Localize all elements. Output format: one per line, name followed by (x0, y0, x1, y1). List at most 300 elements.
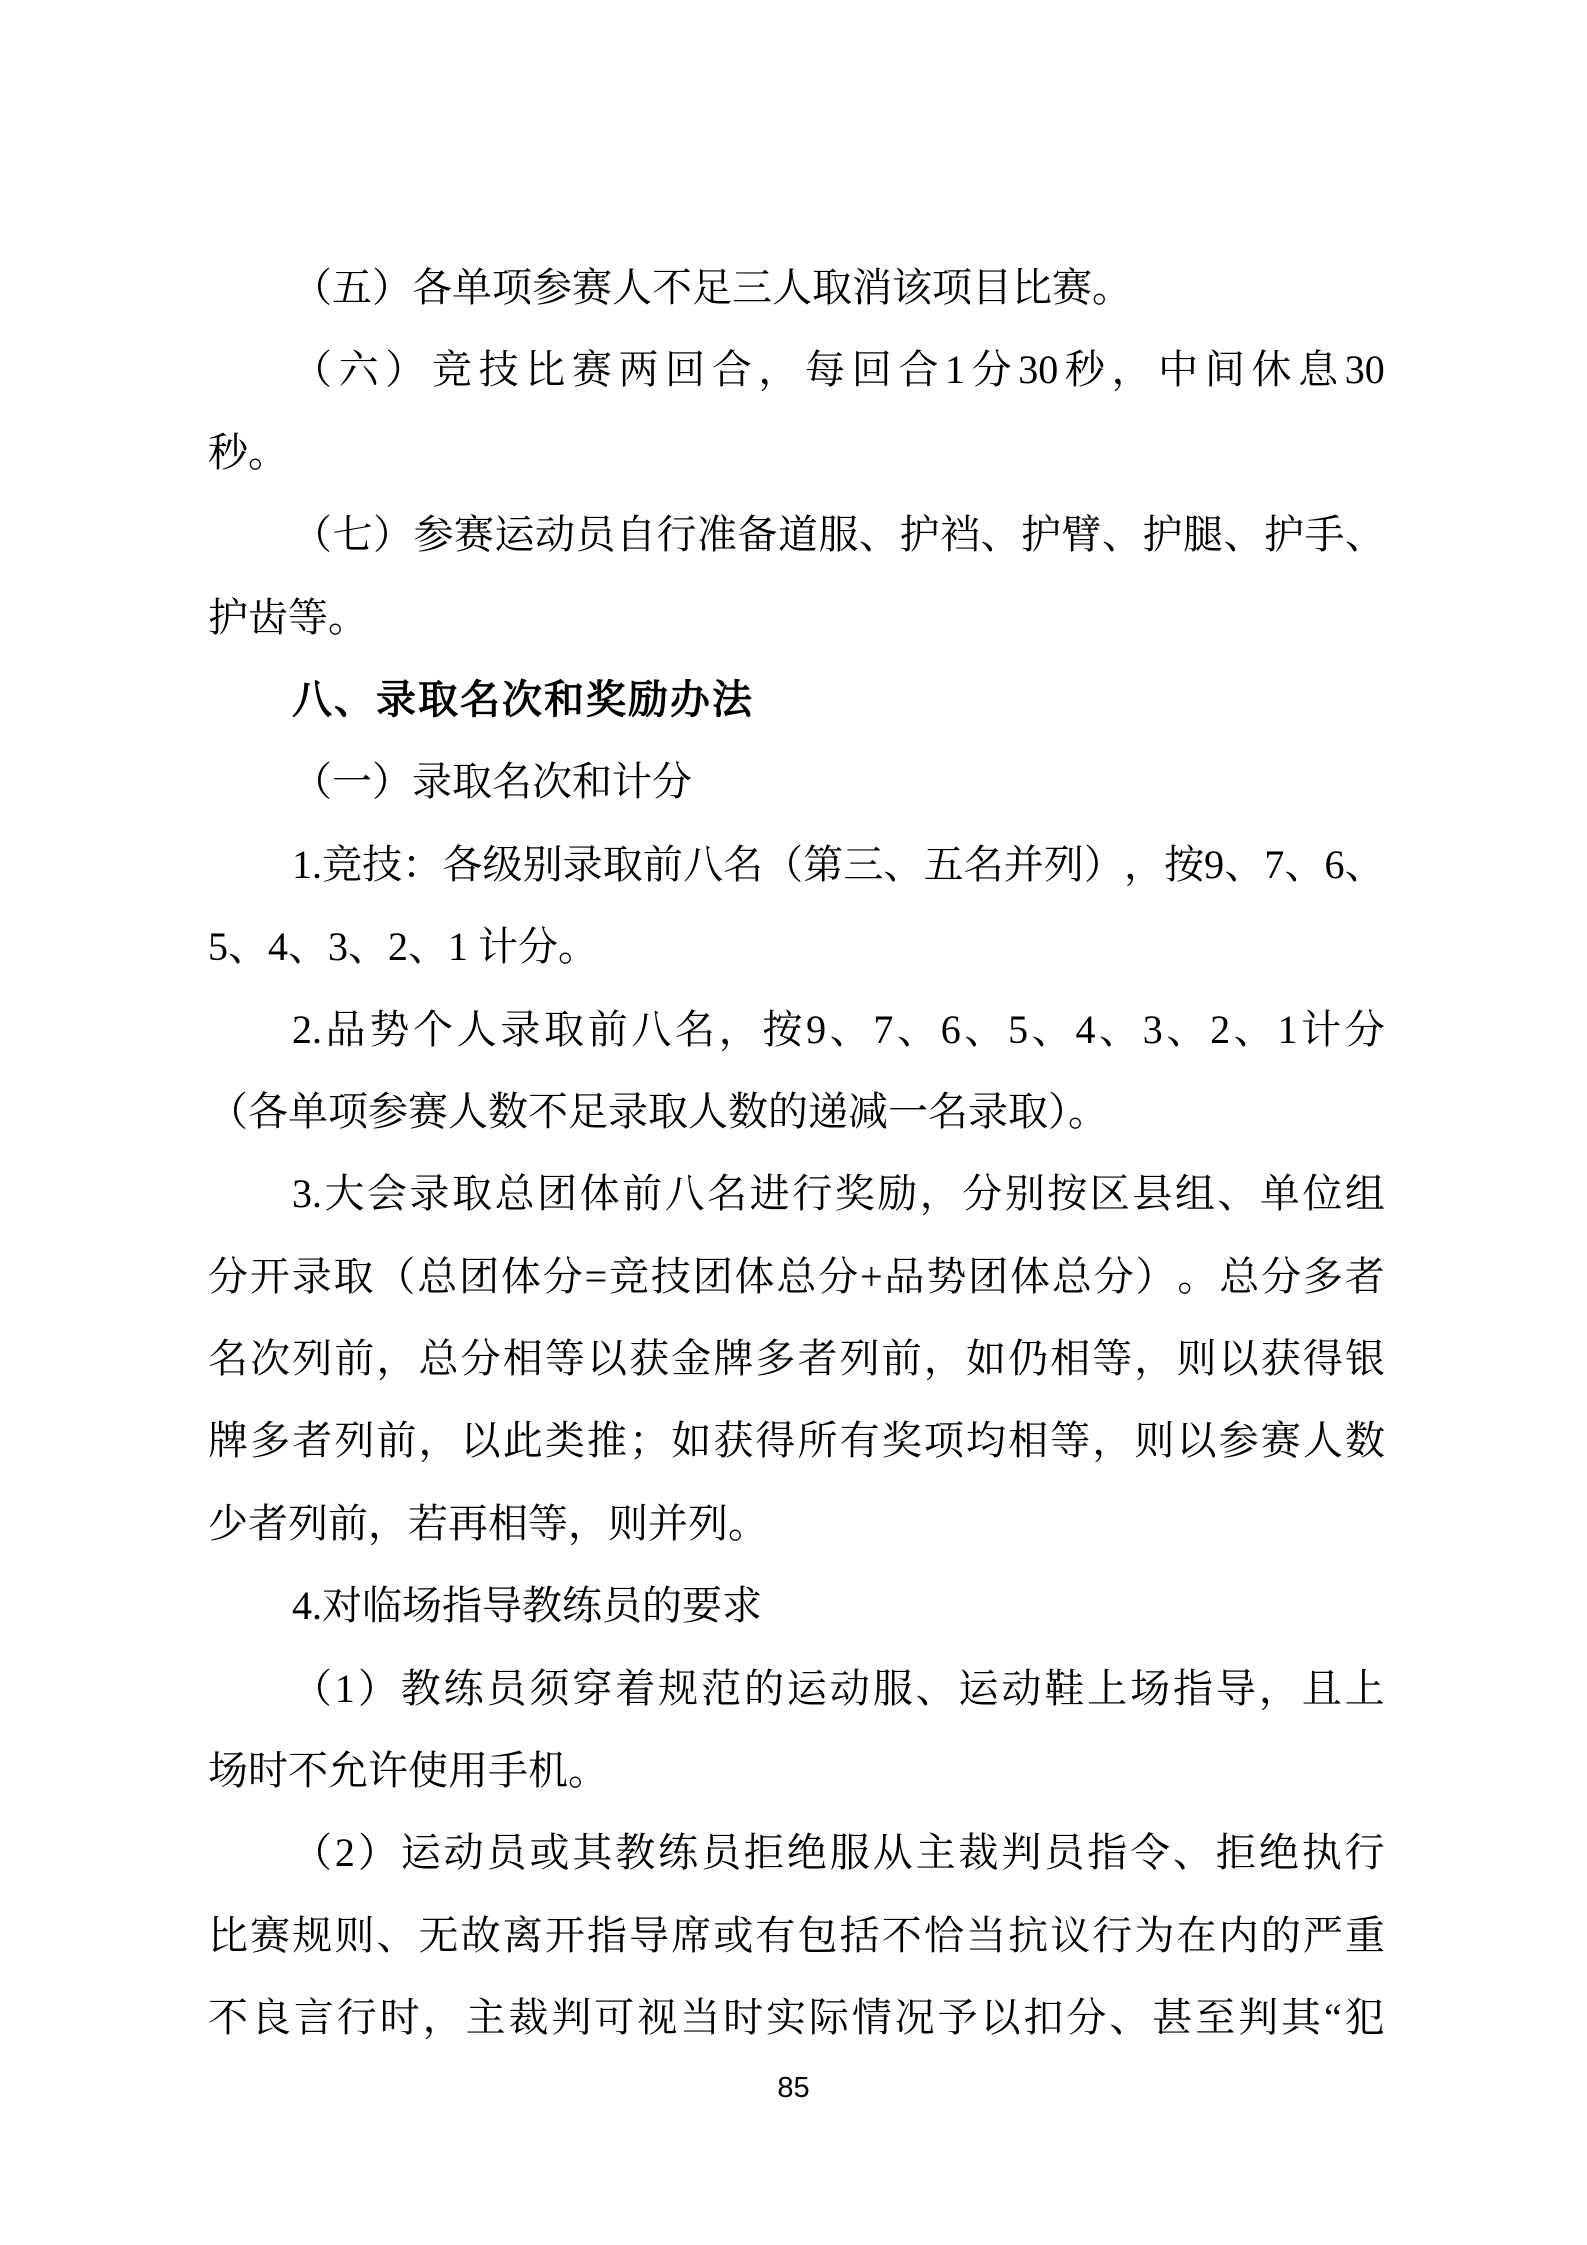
text-token: 牌 (713, 1336, 754, 1382)
text-token: 当 (680, 1995, 721, 2041)
text-token: 人 (456, 1006, 497, 1052)
text-token: 比 (525, 347, 566, 393)
text-token: 总 (417, 1253, 458, 1299)
text-token: ， (1123, 841, 1164, 887)
text-line (208, 1400, 1385, 1482)
text-token: 单 (1259, 1171, 1300, 1217)
text-token: 大 (324, 1171, 365, 1217)
text-token: 教 (615, 1830, 656, 1876)
text-token: + (860, 1253, 883, 1299)
text-token: 县 (1132, 1171, 1173, 1217)
text-line (208, 1648, 1385, 1730)
text-token: 人 (1302, 1418, 1343, 1464)
text-token: 计 (1301, 1006, 1342, 1052)
text-token: ， (718, 1006, 759, 1052)
text-token: 赛 (250, 1912, 291, 1958)
text-token: 主 (915, 1830, 956, 1876)
text-token: 赛 (1260, 1418, 1301, 1464)
text-token: 1. (292, 841, 322, 887)
text-token: 、 (1344, 841, 1385, 887)
text-token: 推 (586, 1418, 627, 1464)
text-token: 赛 (571, 347, 612, 393)
text-line: （各单项参赛人数不足录取人数的递减一名录取）。 (208, 1088, 1108, 1134)
text-token: 或 (713, 1912, 754, 1958)
text-token: 分 (1093, 1253, 1134, 1299)
text-token: 服 (872, 1665, 913, 1711)
text-token: 取 (544, 1006, 585, 1052)
text-token: 扣 (1023, 1995, 1064, 2041)
text-token: 动 (829, 1665, 870, 1711)
text-token: 绝 (1258, 1830, 1299, 1876)
text-token: 服 (818, 512, 859, 558)
text-token: 、 (883, 841, 924, 887)
text-token: 范 (701, 1665, 742, 1711)
text-token: 2 (334, 1830, 355, 1876)
text-token: 竞 (322, 841, 363, 887)
text-token: 开 (249, 1253, 290, 1299)
text-token: 得 (755, 1418, 796, 1464)
text-token: 此 (502, 1418, 543, 1464)
text-token: 行 (1344, 1830, 1385, 1876)
text-token: 总 (494, 1171, 535, 1217)
text-token: 员 (701, 1830, 742, 1876)
text-token: 以 (586, 1336, 627, 1382)
text-token: 1 (944, 347, 965, 393)
text-token: （ (375, 1253, 416, 1299)
text-token: ， (758, 347, 799, 393)
text-token: 相 (502, 1336, 543, 1382)
text-token: 运 (400, 1830, 441, 1876)
text-token: 甚 (1152, 1995, 1193, 2041)
text-token: 括 (839, 1912, 880, 1958)
text-token: 参 (413, 512, 454, 558)
text-token: ， (422, 1995, 463, 2041)
text-token: 个 (413, 1006, 454, 1052)
text-token: 团 (459, 1253, 500, 1299)
text-token: 指 (1087, 1830, 1128, 1876)
text-token: 位 (1302, 1171, 1343, 1217)
text-token: 按 (1047, 1171, 1088, 1217)
text-line (208, 1153, 1385, 1235)
text-line: 秒。 (208, 429, 288, 475)
text-token: 列 (334, 1418, 375, 1464)
text-token: 分 (208, 1253, 248, 1299)
text-token: 规 (292, 1912, 333, 1958)
text-token: 并 (1003, 841, 1044, 887)
text-token: 回 (665, 347, 706, 393)
text-token: 以 (460, 1418, 501, 1464)
text-token: 分 (818, 1253, 859, 1299)
text-token: 体 (734, 1253, 775, 1299)
text-token: ， (1258, 1665, 1299, 1711)
text-line (208, 1812, 1385, 1894)
text-token: 判 (1001, 1830, 1042, 1876)
text-token: ： (402, 841, 443, 887)
text-token: 金 (671, 1336, 712, 1382)
text-token: 场 (1130, 1665, 1171, 1711)
text-token: 且 (1301, 1665, 1342, 1711)
text-token: 无 (418, 1912, 459, 1958)
text-token: 八 (631, 1006, 672, 1052)
text-token: ， (919, 1171, 960, 1217)
text-token: 、 (859, 512, 899, 558)
text-token: 行 (792, 1171, 833, 1217)
text-token: 服 (829, 1830, 870, 1876)
text-token: 员 (1044, 1830, 1085, 1876)
text-token: 、 (1223, 512, 1264, 558)
text-token: 6 (1324, 841, 1345, 887)
text-token: 前 (881, 1336, 922, 1382)
text-token: ， (923, 1336, 964, 1382)
text-token: 相 (1050, 1336, 1091, 1382)
text-token: 当 (965, 1912, 1006, 1958)
text-token: 重 (1344, 1912, 1385, 1958)
text-token: 相 (1008, 1418, 1049, 1464)
text-token: 休 (1251, 347, 1292, 393)
text-token: 息 (1298, 347, 1339, 393)
text-token: 体 (1010, 1253, 1050, 1299)
text-token: ） (385, 347, 426, 393)
text-token: 护 (1264, 512, 1304, 558)
text-token: 分 (962, 1171, 1003, 1217)
text-token: 分 (1344, 1006, 1385, 1052)
text-token: 次 (250, 1336, 291, 1382)
text-token: 5 (1008, 1006, 1029, 1052)
text-token: = (584, 1253, 608, 1299)
text-token: 团 (968, 1253, 1009, 1299)
text-token: 、 (897, 1006, 938, 1052)
text-token: 至 (1195, 1995, 1236, 2041)
text-token: 分 (1066, 1995, 1107, 2041)
text-token: 运 (786, 1665, 827, 1711)
text-token: 3. (292, 1171, 322, 1217)
text-token: 手 (1304, 512, 1345, 558)
text-token: 取 (602, 841, 643, 887)
text-token: 录 (500, 1006, 541, 1052)
text-token: 绝 (786, 1830, 827, 1876)
text-token: 护 (1021, 512, 1061, 558)
text-token: 、 (1345, 512, 1385, 558)
text-token: 9 (1204, 841, 1225, 887)
text-token: 犯 (1344, 1995, 1385, 2041)
text-token: 6 (940, 1006, 961, 1052)
text-token: 导 (629, 1912, 670, 1958)
text-token: 视 (637, 1995, 678, 2041)
text-token: 团 (692, 1253, 733, 1299)
text-line: 4.对临场指导教练员的要求 (292, 1583, 762, 1629)
document-body (208, 247, 1385, 2060)
text-token: ） (373, 512, 413, 558)
text-token: 的 (743, 1665, 784, 1711)
text-token: 自 (616, 512, 656, 558)
text-token: 所 (797, 1418, 838, 1464)
text-token: 名 (963, 841, 1004, 887)
text-token: 情 (851, 1995, 892, 2041)
text-token: 录 (409, 1171, 450, 1217)
text-token: 有 (755, 1912, 796, 1958)
text-token: ） (357, 1665, 398, 1711)
text-token: 腿 (1183, 512, 1223, 558)
text-token: 动 (443, 1830, 484, 1876)
text-token: 团 (537, 1171, 578, 1217)
text-token: 须 (529, 1665, 570, 1711)
text-token: 可 (594, 1995, 635, 2041)
text-line: 5、4、3、2、1 计分。 (208, 924, 598, 970)
text-token: 、 (1102, 512, 1142, 558)
text-token: 数 (1344, 1418, 1385, 1464)
text-token: 多 (755, 1336, 796, 1382)
text-token: 比 (208, 1912, 248, 1958)
text-token: 势 (369, 1006, 410, 1052)
text-token: 时 (723, 1995, 764, 2041)
text-line: 场时不允许使用手机。 (208, 1748, 608, 1794)
text-token: 会 (367, 1171, 408, 1217)
text-token: 、 (915, 1665, 956, 1711)
text-token: ， (1134, 1336, 1175, 1382)
text-token: 以 (980, 1995, 1021, 2041)
text-token: 秒 (1064, 347, 1105, 393)
text-token: 运 (958, 1665, 999, 1711)
text-token: 回 (851, 347, 892, 393)
text-token: 每 (805, 347, 846, 393)
text-token: 指 (1173, 1665, 1214, 1711)
text-token: 分 (971, 347, 1012, 393)
text-token: 判 (551, 1995, 592, 2041)
text-token: ， (1111, 347, 1152, 393)
text-token: 分 (1261, 1253, 1302, 1299)
text-token: 者 (797, 1336, 838, 1382)
text-line: （五）各单项参赛人不足三人取消该项目比赛。 (292, 265, 1132, 310)
text-line: （一）录取名次和计分 (292, 759, 692, 805)
text-token: 按 (762, 1006, 803, 1052)
text-token: 令 (1130, 1830, 1171, 1876)
text-token: 裆 (940, 512, 980, 558)
text-token: 2. (292, 1006, 322, 1052)
text-token: 品 (325, 1006, 366, 1052)
text-token: 为 (1134, 1912, 1175, 1958)
text-token: 类 (544, 1418, 585, 1464)
text-token: 良 (250, 1995, 291, 2041)
text-token: 着 (615, 1665, 656, 1711)
text-token: 奖 (881, 1418, 922, 1464)
text-token: 际 (808, 1995, 849, 2041)
text-line (208, 824, 1385, 906)
text-token: 技 (478, 347, 519, 393)
text-token: 八 (664, 1171, 705, 1217)
text-token: 拒 (1215, 1830, 1256, 1876)
text-token: 取 (452, 1171, 493, 1217)
text-token: 在 (1176, 1912, 1217, 1958)
text-token: 前 (376, 1418, 417, 1464)
text-token: 教 (400, 1665, 441, 1711)
text-token: 动 (535, 512, 575, 558)
text-token: 7 (1264, 841, 1285, 887)
text-token: 区 (1089, 1171, 1130, 1217)
text-token: 以 (1176, 1418, 1217, 1464)
text-token: 、 (1233, 1006, 1274, 1052)
text-token: （ (292, 512, 332, 558)
text-token: 抗 (1008, 1912, 1049, 1958)
text-token: 或 (529, 1830, 570, 1876)
text-token: 行 (656, 512, 697, 558)
text-token: 内 (1218, 1912, 1259, 1958)
text-token: 励 (877, 1171, 918, 1217)
text-token: 席 (671, 1912, 712, 1958)
text-token: 取 (333, 1253, 374, 1299)
text-token: 名 (675, 1006, 716, 1052)
text-token: 多 (1302, 1253, 1343, 1299)
text-token: 判 (1238, 1995, 1279, 2041)
text-token: 分 (542, 1253, 583, 1299)
text-token: 其 (1281, 1995, 1322, 2041)
text-line: 少者列前，若再相等，则并列。 (208, 1500, 768, 1546)
text-token: 别 (1004, 1171, 1045, 1217)
text-token: 30 (1344, 347, 1385, 393)
text-token: 组 (1344, 1171, 1385, 1217)
text-token: 技 (650, 1253, 691, 1299)
text-token: 离 (502, 1912, 543, 1958)
text-token: 列 (839, 1336, 880, 1382)
text-token: 总 (1051, 1253, 1092, 1299)
text-token: 技 (362, 841, 403, 887)
text-token: 各 (442, 841, 483, 887)
text-token: 合 (711, 347, 752, 393)
text-token: 规 (658, 1665, 699, 1711)
text-token: 4 (1075, 1006, 1096, 1052)
text-token: 员 (486, 1830, 527, 1876)
text-token: 录 (291, 1253, 332, 1299)
text-token: 执 (1301, 1830, 1342, 1876)
text-token: 前 (622, 1171, 663, 1217)
text-token: 竞 (431, 347, 472, 393)
page-number: 85 (777, 2072, 810, 2104)
text-token: 势 (926, 1253, 967, 1299)
text-token: 则 (334, 1912, 375, 1958)
text-token: （ (292, 1665, 332, 1711)
text-token: 3 (1142, 1006, 1163, 1052)
text-token: 列 (292, 1336, 333, 1382)
text-token: 均 (965, 1418, 1006, 1464)
text-token: 名 (208, 1336, 248, 1382)
text-token: 总 (776, 1253, 817, 1299)
text-token: 、 (1099, 1006, 1140, 1052)
text-token: 言 (293, 1995, 334, 2041)
text-token: 者 (1344, 1253, 1385, 1299)
text-token: 名 (707, 1171, 748, 1217)
text-token: ， (376, 1336, 417, 1382)
text-token: “ (1323, 1995, 1342, 2041)
text-token: 1 (1277, 1006, 1298, 1052)
text-token: 开 (544, 1912, 585, 1958)
text-token: 、 (1109, 1995, 1150, 2041)
text-token: 等 (1050, 1418, 1091, 1464)
text-token: 况 (894, 1995, 935, 2041)
text-token: 穿 (572, 1665, 613, 1711)
text-token: 等 (544, 1336, 585, 1382)
text-token: 别 (522, 841, 563, 887)
text-token: 、 (1224, 841, 1265, 887)
text-token: 体 (579, 1171, 620, 1217)
text-token: 中 (1158, 347, 1199, 393)
text-token: 指 (586, 1912, 627, 1958)
text-token: 赛 (454, 512, 494, 558)
text-token: 有 (839, 1418, 880, 1464)
text-token: 组 (1174, 1171, 1215, 1217)
text-token: 、 (829, 1006, 870, 1052)
text-token: 包 (797, 1912, 838, 1958)
text-token: 护 (1142, 512, 1183, 558)
text-token: 合 (898, 347, 939, 393)
text-token: 进 (749, 1171, 790, 1217)
text-token: （ (292, 347, 332, 393)
text-token: 第 (803, 841, 844, 887)
text-token: 实 (765, 1995, 806, 2041)
text-token: 、 (1166, 1006, 1207, 1052)
text-token: 八 (682, 841, 723, 887)
text-token: 分 (460, 1336, 501, 1382)
text-token: 、 (980, 512, 1021, 558)
text-token: 名 (723, 841, 764, 887)
text-token: 严 (1302, 1912, 1343, 1958)
text-token: 时 (379, 1995, 420, 2041)
text-token: 获 (713, 1418, 754, 1464)
text-token: 录 (562, 841, 603, 887)
text-token: ） (1083, 841, 1124, 887)
text-token: 参 (1218, 1418, 1259, 1464)
text-token: 裁 (508, 1995, 549, 2041)
text-token: 员 (575, 512, 616, 558)
text-token: 获 (1260, 1336, 1301, 1382)
text-token: ， (418, 1418, 459, 1464)
text-line (208, 1236, 1385, 1318)
text-token: 1 (334, 1665, 355, 1711)
text-line (208, 1318, 1385, 1400)
text-token: 、 (1173, 1830, 1214, 1876)
text-token: 行 (1092, 1912, 1133, 1958)
text-token: 。 (1177, 1253, 1218, 1299)
text-token: 项 (923, 1418, 964, 1464)
text-line (208, 989, 1385, 1071)
text-token: 不 (208, 1995, 248, 2041)
text-token: 、 (1284, 841, 1325, 887)
text-token: 品 (884, 1253, 925, 1299)
text-token: 获 (629, 1336, 670, 1382)
text-token: 9 (806, 1006, 827, 1052)
text-token: 两 (618, 347, 659, 393)
text-token: 按 (1164, 841, 1205, 887)
text-token: 主 (465, 1995, 506, 2041)
text-token: ） (1135, 1253, 1176, 1299)
text-token: 、 (376, 1912, 417, 1958)
text-token: 三 (843, 841, 884, 887)
text-line (208, 329, 1385, 411)
text-token: 道 (778, 512, 818, 558)
text-token: ） (357, 1830, 398, 1876)
text-token: 导 (1215, 1665, 1256, 1711)
text-token: 以 (1218, 1336, 1259, 1382)
text-token: 裁 (958, 1830, 999, 1876)
text-token: 、 (964, 1006, 1005, 1052)
text-token: 者 (292, 1418, 333, 1464)
text-token: 奖 (834, 1171, 875, 1217)
text-token: （ (763, 841, 804, 887)
text-token: 上 (1087, 1665, 1128, 1711)
text-token: ； (629, 1418, 670, 1464)
text-token: 从 (872, 1830, 913, 1876)
text-token: 的 (1260, 1912, 1301, 1958)
text-token: 如 (965, 1336, 1006, 1382)
text-line (208, 494, 1385, 576)
